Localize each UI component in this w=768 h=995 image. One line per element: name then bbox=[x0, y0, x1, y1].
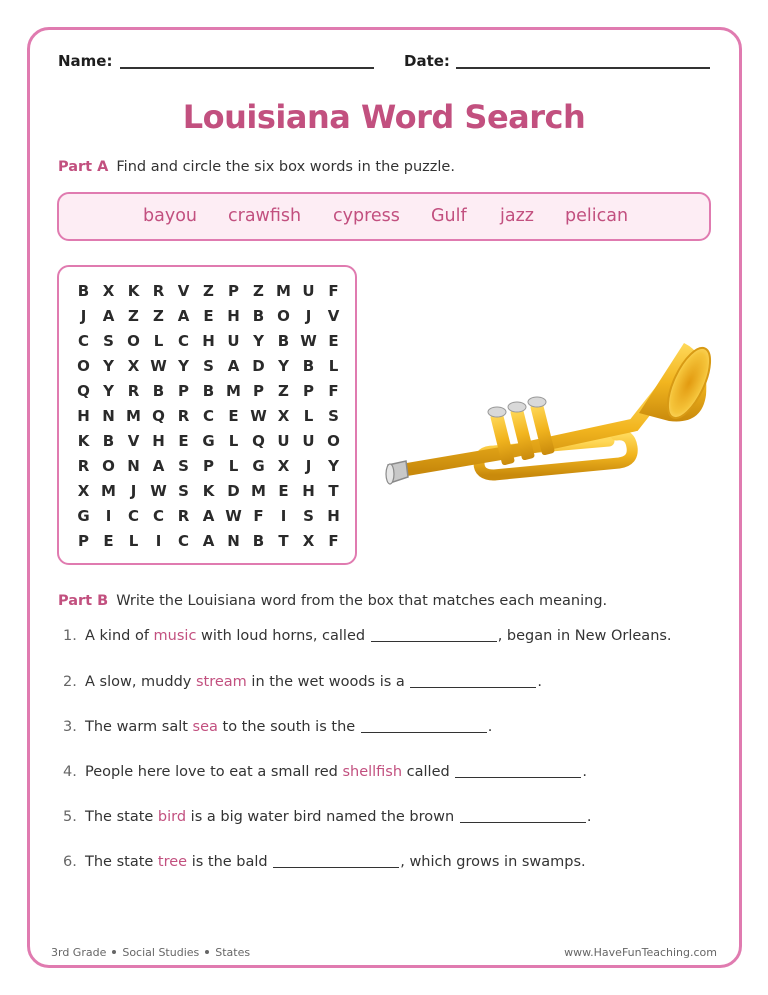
grid-letter[interactable]: P bbox=[253, 382, 264, 400]
grid-letter[interactable]: R bbox=[77, 457, 90, 475]
grid-letter[interactable]: S bbox=[328, 407, 339, 425]
grid-letter[interactable]: E bbox=[178, 432, 189, 450]
grid-letter[interactable]: H bbox=[227, 307, 240, 325]
grid-letter[interactable]: L bbox=[328, 357, 339, 375]
question-text: . bbox=[537, 674, 542, 690]
grid-letter[interactable]: O bbox=[77, 357, 90, 375]
name-label: Name: bbox=[58, 52, 113, 70]
grid-letter[interactable]: E bbox=[278, 482, 289, 500]
grid-letter[interactable]: Z bbox=[128, 307, 139, 325]
part-b-tag: Part B bbox=[58, 593, 109, 609]
bullet-dot-icon bbox=[112, 950, 116, 954]
grid-letter[interactable]: R bbox=[152, 282, 165, 300]
grid-letter[interactable]: B bbox=[152, 382, 165, 400]
question-keyword: stream bbox=[195, 674, 247, 690]
grid-letter[interactable]: K bbox=[77, 432, 90, 450]
bullet-dot-icon bbox=[205, 950, 209, 954]
grid-letter[interactable]: J bbox=[305, 307, 312, 325]
question-item bbox=[63, 854, 586, 870]
grid-letter[interactable]: E bbox=[203, 307, 214, 325]
grid-letter[interactable]: U bbox=[302, 432, 315, 450]
question-number: 2. bbox=[63, 674, 77, 690]
grid-letter[interactable]: G bbox=[252, 457, 265, 475]
grid-letter[interactable]: M bbox=[276, 282, 291, 300]
answer-blank[interactable] bbox=[410, 674, 536, 688]
question-keyword: sea bbox=[192, 719, 218, 735]
question-number: 5. bbox=[63, 809, 77, 825]
answer-blank[interactable] bbox=[273, 854, 399, 868]
question-keyword: music bbox=[153, 628, 197, 644]
grid-letter[interactable]: Z bbox=[278, 382, 289, 400]
question-number: 4. bbox=[63, 764, 77, 780]
grid-letter[interactable]: M bbox=[126, 407, 141, 425]
grid-letter[interactable]: L bbox=[303, 407, 314, 425]
footer-tags bbox=[51, 946, 250, 959]
grid-letter[interactable]: A bbox=[102, 307, 115, 325]
grid-letter[interactable]: A bbox=[202, 507, 215, 525]
question-keyword: shellfish bbox=[342, 764, 403, 780]
grid-letter[interactable]: I bbox=[280, 507, 287, 525]
question-item bbox=[63, 809, 591, 825]
grid-letter[interactable]: W bbox=[250, 407, 267, 425]
grid-letter[interactable]: Y bbox=[178, 357, 189, 375]
grid-letter[interactable]: W bbox=[300, 332, 317, 350]
grid-letter[interactable]: V bbox=[127, 432, 140, 450]
grid-letter[interactable]: G bbox=[77, 507, 90, 525]
grid-letter[interactable]: Y bbox=[278, 357, 289, 375]
grid-letter[interactable]: X bbox=[102, 282, 115, 300]
question-text: with loud horns, called bbox=[196, 628, 370, 644]
question-item bbox=[63, 764, 587, 780]
grid-letter[interactable]: Y bbox=[328, 457, 339, 475]
grid-letter[interactable]: X bbox=[277, 407, 290, 425]
grid-letter[interactable]: Q bbox=[252, 432, 265, 450]
date-field[interactable] bbox=[456, 67, 710, 69]
question-text: The warm salt bbox=[85, 719, 193, 735]
part-a-tag: Part A bbox=[58, 159, 109, 175]
grid-letter[interactable]: Q bbox=[152, 407, 165, 425]
grid-letter[interactable]: O bbox=[327, 432, 340, 450]
question-text: People here love to eat a small red bbox=[85, 764, 343, 780]
question-text: is the bald bbox=[187, 854, 273, 870]
grid-letter[interactable]: X bbox=[77, 482, 90, 500]
grid-letter[interactable]: F bbox=[253, 507, 264, 525]
grid-letter[interactable]: Y bbox=[103, 382, 114, 400]
grid-letter[interactable]: U bbox=[302, 282, 315, 300]
word-bank-item: bayou bbox=[143, 206, 197, 226]
grid-letter[interactable]: B bbox=[77, 282, 90, 300]
grid-letter[interactable]: U bbox=[277, 432, 290, 450]
grid-letter[interactable]: F bbox=[328, 382, 339, 400]
question-keyword: tree bbox=[157, 854, 188, 870]
part-a-instruction: Find and circle the six box words in the puzzle. bbox=[116, 159, 455, 175]
grid-letter[interactable]: B bbox=[102, 432, 115, 450]
footer-topic: States bbox=[215, 946, 251, 959]
grid-letter[interactable]: I bbox=[105, 507, 112, 525]
grid-letter[interactable]: T bbox=[278, 532, 289, 550]
question-text: . bbox=[487, 719, 493, 735]
answer-blank[interactable] bbox=[455, 764, 581, 778]
word-search-grid[interactable] bbox=[57, 265, 357, 565]
question-text: called bbox=[402, 764, 455, 780]
grid-letter[interactable]: P bbox=[228, 282, 239, 300]
word-bank-item: jazz bbox=[500, 206, 534, 226]
question-text: A kind of bbox=[85, 628, 154, 644]
part-a-heading bbox=[58, 159, 455, 175]
grid-letter[interactable]: C bbox=[77, 332, 89, 350]
grid-letter[interactable]: E bbox=[103, 532, 114, 550]
grid-letter[interactable]: U bbox=[227, 332, 240, 350]
answer-blank[interactable] bbox=[361, 719, 487, 733]
grid-letter[interactable]: C bbox=[127, 507, 139, 525]
grid-letter[interactable]: B bbox=[202, 382, 215, 400]
grid-letter[interactable]: O bbox=[127, 332, 140, 350]
grid-letter[interactable]: C bbox=[152, 507, 164, 525]
grid-letter[interactable]: S bbox=[203, 357, 214, 375]
grid-letter[interactable]: M bbox=[226, 382, 241, 400]
grid-letter[interactable]: J bbox=[80, 307, 87, 325]
grid-letter[interactable]: S bbox=[103, 332, 114, 350]
grid-letter[interactable]: A bbox=[152, 457, 165, 475]
grid-letter[interactable]: B bbox=[252, 532, 265, 550]
grid-letter[interactable]: O bbox=[102, 457, 115, 475]
word-bank-item: Gulf bbox=[431, 206, 467, 226]
grid-letter[interactable]: R bbox=[177, 407, 190, 425]
grid-letter[interactable]: O bbox=[277, 307, 290, 325]
question-item bbox=[63, 719, 492, 735]
grid-letter[interactable]: S bbox=[303, 507, 314, 525]
grid-letter[interactable]: J bbox=[130, 482, 137, 500]
grid-letter[interactable]: M bbox=[251, 482, 266, 500]
grid-letter[interactable]: C bbox=[177, 332, 189, 350]
part-b-instruction: Write the Louisiana word from the box that matches each meaning. bbox=[116, 593, 608, 609]
name-field[interactable] bbox=[120, 67, 374, 69]
grid-letter[interactable]: N bbox=[227, 532, 240, 550]
grid-letter[interactable]: A bbox=[177, 307, 190, 325]
grid-letter[interactable]: K bbox=[127, 282, 140, 300]
grid-letter[interactable]: R bbox=[177, 507, 190, 525]
question-text: . bbox=[582, 764, 587, 780]
question-number: 6. bbox=[63, 854, 77, 870]
question-text: , began in New Orleans. bbox=[497, 628, 672, 644]
grid-letter[interactable]: J bbox=[305, 457, 312, 475]
part-b-heading bbox=[58, 593, 607, 609]
grid-letter[interactable]: E bbox=[228, 407, 239, 425]
grid-letter[interactable]: D bbox=[227, 482, 240, 500]
grid-letter[interactable]: H bbox=[152, 432, 165, 450]
grid-letter[interactable]: A bbox=[202, 532, 215, 550]
grid-letter[interactable]: I bbox=[155, 532, 162, 550]
grid-letter[interactable]: A bbox=[227, 357, 240, 375]
grid-letter[interactable]: Z bbox=[203, 282, 214, 300]
grid-letter[interactable]: Y bbox=[103, 357, 114, 375]
question-number: 1. bbox=[63, 628, 77, 644]
grid-letter[interactable]: M bbox=[101, 482, 116, 500]
grid-letter[interactable]: R bbox=[127, 382, 140, 400]
trumpet-icon bbox=[384, 325, 712, 505]
grid-letter[interactable]: P bbox=[178, 382, 189, 400]
grid-letter[interactable]: V bbox=[327, 307, 340, 325]
answer-blank[interactable] bbox=[371, 628, 497, 642]
grid-letter[interactable]: P bbox=[78, 532, 89, 550]
grid-letter[interactable]: W bbox=[150, 482, 167, 500]
grid-letter[interactable]: N bbox=[102, 407, 115, 425]
grid-letter[interactable]: L bbox=[128, 532, 139, 550]
question-text: is a big water bird named the brown bbox=[186, 809, 459, 825]
grid-letter[interactable]: B bbox=[252, 307, 265, 325]
question-number: 3. bbox=[63, 719, 77, 735]
grid-letter[interactable]: N bbox=[127, 457, 140, 475]
question-text: . bbox=[586, 809, 592, 825]
grid-letter[interactable]: W bbox=[150, 357, 167, 375]
question-text: The state bbox=[85, 809, 158, 825]
question-item bbox=[63, 628, 672, 644]
question-text: The state bbox=[85, 854, 158, 870]
grid-letter[interactable]: L bbox=[228, 432, 239, 450]
footer-subject: Social Studies bbox=[122, 946, 200, 959]
grid-letter[interactable]: C bbox=[177, 532, 189, 550]
grid-letter[interactable]: S bbox=[178, 482, 189, 500]
grid-letter[interactable]: H bbox=[327, 507, 340, 525]
grid-letter[interactable]: B bbox=[277, 332, 290, 350]
grid-letter[interactable]: T bbox=[328, 482, 339, 500]
grid-letter[interactable]: K bbox=[202, 482, 215, 500]
grid-letter[interactable]: D bbox=[252, 357, 265, 375]
grid-letter[interactable]: Q bbox=[77, 382, 90, 400]
footer-site: www.HaveFunTeaching.com bbox=[564, 946, 717, 959]
grid-letter[interactable]: W bbox=[225, 507, 242, 525]
grid-letter[interactable]: F bbox=[328, 532, 339, 550]
grid-letter[interactable]: H bbox=[77, 407, 90, 425]
grid-letter[interactable]: X bbox=[277, 457, 290, 475]
grid-letter[interactable]: L bbox=[228, 457, 239, 475]
question-text: , which grows in swamps. bbox=[400, 854, 586, 870]
grid-letter[interactable]: B bbox=[302, 357, 315, 375]
grid-letter[interactable]: C bbox=[202, 407, 214, 425]
grid-letter[interactable]: Z bbox=[153, 307, 164, 325]
question-keyword: bird bbox=[157, 809, 187, 825]
word-bank-item: crawfish bbox=[228, 206, 302, 226]
grid-letter[interactable]: H bbox=[202, 332, 215, 350]
date-label: Date: bbox=[404, 52, 450, 70]
grid-letter[interactable]: Y bbox=[253, 332, 264, 350]
grid-letter[interactable]: S bbox=[178, 457, 189, 475]
grid-letter[interactable]: X bbox=[302, 532, 315, 550]
question-item bbox=[63, 674, 542, 690]
question-text: in the wet woods is a bbox=[246, 674, 410, 690]
answer-blank[interactable] bbox=[460, 809, 586, 823]
grid-letter[interactable]: P bbox=[303, 382, 314, 400]
word-bank bbox=[57, 192, 711, 241]
page-title: Louisiana Word Search bbox=[182, 98, 586, 136]
footer-grade: 3rd Grade bbox=[51, 946, 107, 959]
grid-letter[interactable]: P bbox=[203, 457, 214, 475]
grid-letter[interactable]: E bbox=[328, 332, 339, 350]
header-fields bbox=[58, 52, 710, 72]
grid-letter[interactable]: X bbox=[127, 357, 140, 375]
grid-letter[interactable]: G bbox=[202, 432, 215, 450]
word-bank-item: cypress bbox=[333, 206, 400, 226]
question-text: A slow, muddy bbox=[85, 674, 196, 690]
grid-letter[interactable]: Z bbox=[253, 282, 264, 300]
grid-letter[interactable]: V bbox=[177, 282, 190, 300]
grid-letter[interactable]: L bbox=[153, 332, 164, 350]
grid-letter[interactable]: F bbox=[328, 282, 339, 300]
word-bank-item: pelican bbox=[565, 206, 629, 226]
question-text: to the south is the bbox=[217, 719, 360, 735]
grid-letter[interactable]: H bbox=[302, 482, 315, 500]
